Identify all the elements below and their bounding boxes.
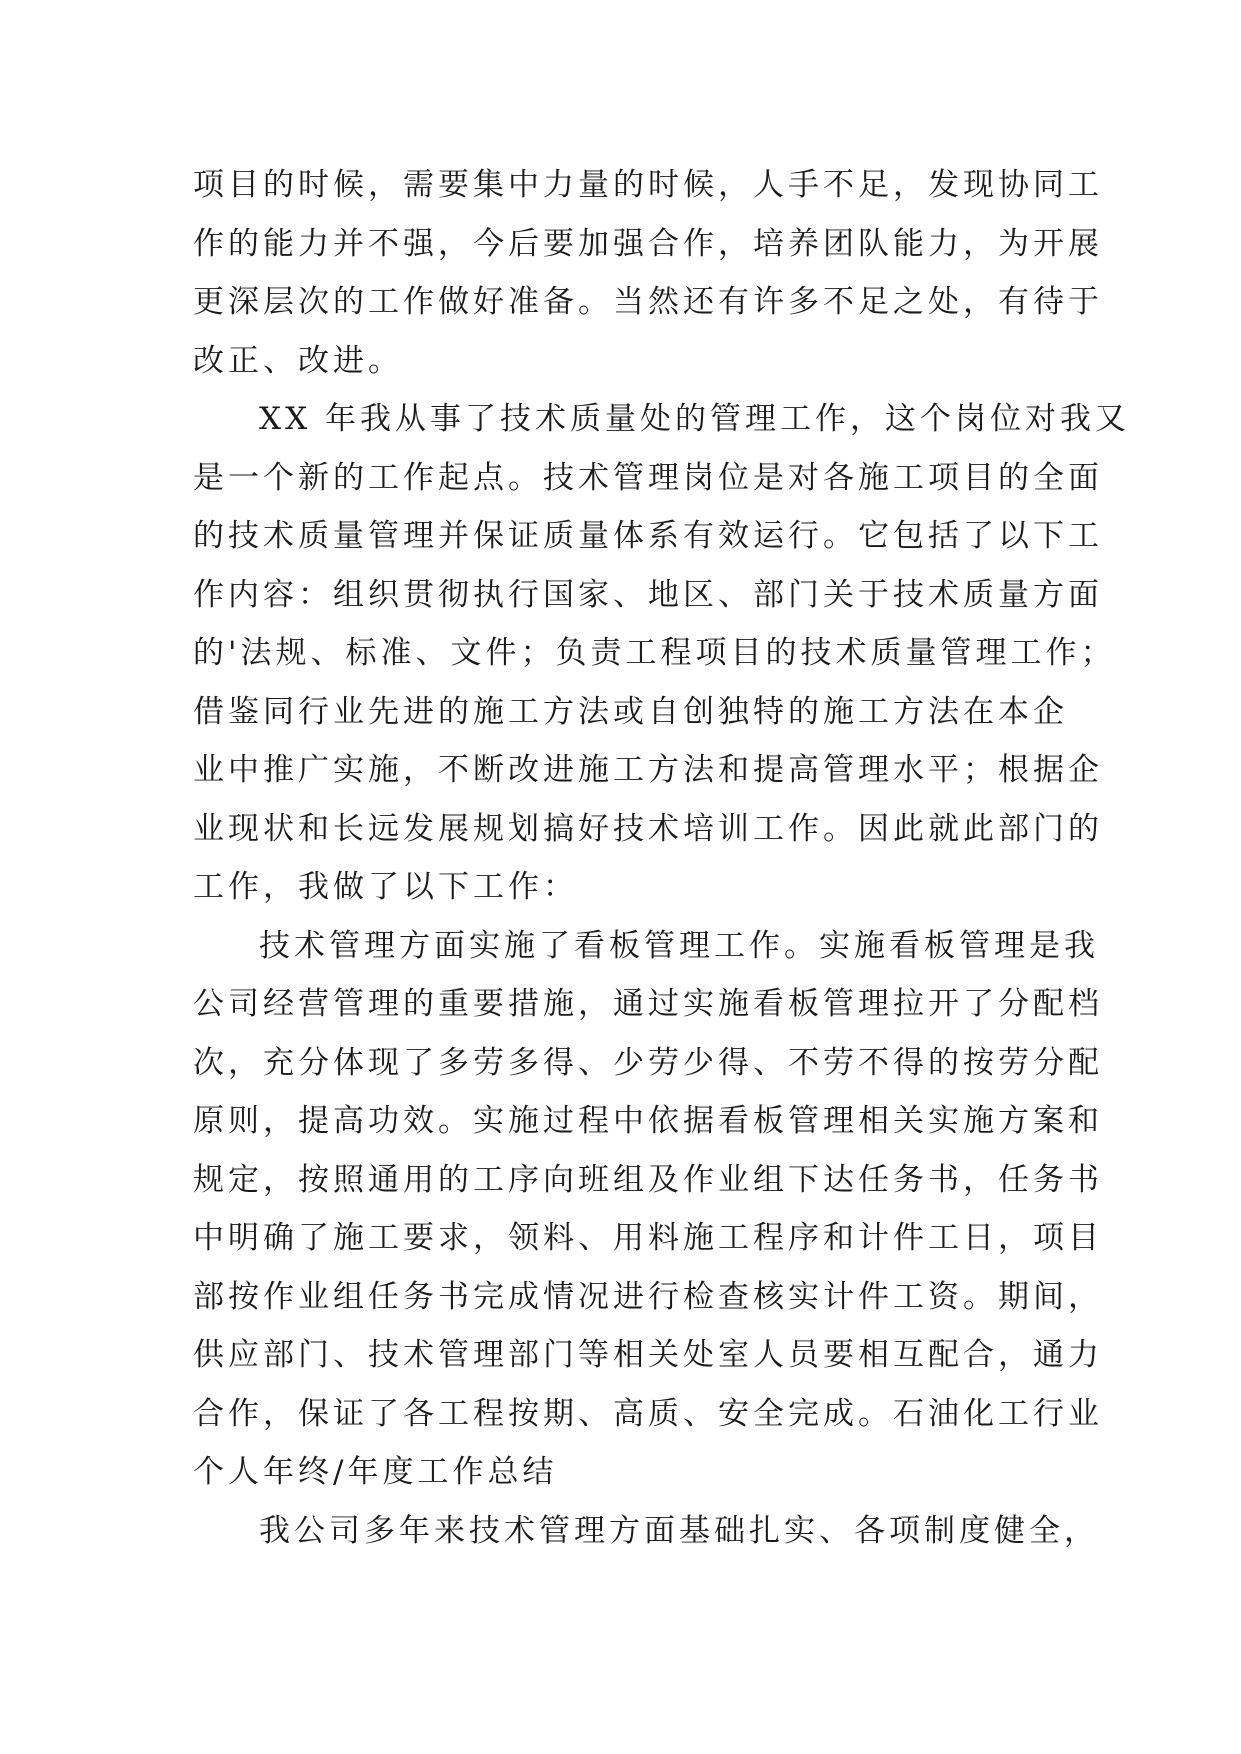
document-body [193, 156, 1130, 1560]
text-line: 公司经营管理的重要措施，通过实施看板管理拉开了分配档 [193, 986, 1103, 1022]
text-line: 作内容：组织贯彻执行国家、地区、部门关于技术质量方面 [193, 576, 1103, 613]
text-line: 的技术质量管理并保证质量体系有效运行。它包括了以下工 [193, 518, 1103, 554]
text-line: XX 年我从事了技术质量处的管理工作，这个岗位对我又 [259, 401, 1130, 437]
text-line: 次，充分体现了多劳多得、少劳少得、不劳不得的按劳分配 [193, 1044, 1103, 1081]
paragraph-3 [193, 917, 1103, 1502]
text-line: 个人年终/年度工作总结 [193, 1454, 558, 1490]
text-line: 技术管理方面实施了看板管理工作。实施看板管理是我 [259, 927, 1099, 964]
text-line: 项目的时候，需要集中力量的时候，人手不足，发现协同工 [193, 167, 1103, 203]
text-line: 我公司多年来技术管理方面基础扎实、各项制度健全， [259, 1512, 1099, 1549]
text-line: 业中推广实施，不断改进施工方法和提高管理水平；根据企 [193, 752, 1103, 788]
text-line: 作的能力并不强，今后要加强合作，培养团队能力，为开展 [193, 225, 1103, 262]
paragraph-2 [193, 390, 1130, 917]
text-line: 是一个新的工作起点。技术管理岗位是对各施工项目的全面 [193, 459, 1103, 496]
text-line: 原则，提高功效。实施过程中依据看板管理相关实施方案和 [193, 1103, 1103, 1139]
text-line: 部按作业组任务书完成情况进行检查核实计件工资。期间， [193, 1278, 1103, 1315]
text-line: 中明确了施工要求，领料、用料施工程序和计件工日，项目 [193, 1220, 1103, 1256]
text-line: 的'法规、标准、文件；负责工程项目的技术质量管理工作； [193, 635, 1116, 671]
text-line: 工作，我做了以下工作： [193, 869, 578, 905]
text-line: 业现状和长远发展规划搞好技术培训工作。因此就此部门的 [193, 810, 1103, 847]
paragraph-1 [193, 156, 1103, 390]
text-line: 合作，保证了各工程按期、高质、安全完成。石油化工行业 [193, 1395, 1103, 1432]
text-line: 供应部门、技术管理部门等相关处室人员要相互配合，通力 [193, 1337, 1103, 1373]
text-line: 更深层次的工作做好准备。当然还有许多不足之处，有待于 [193, 284, 1103, 320]
paragraph-4 [193, 1502, 1099, 1561]
text-line: 规定，按照通用的工序向班组及作业组下达任务书，任务书 [193, 1161, 1103, 1198]
text-line: 借鉴同行业先进的施工方法或自创独特的施工方法在本企 [193, 693, 1068, 730]
text-line: 改正、改进。 [193, 342, 403, 379]
